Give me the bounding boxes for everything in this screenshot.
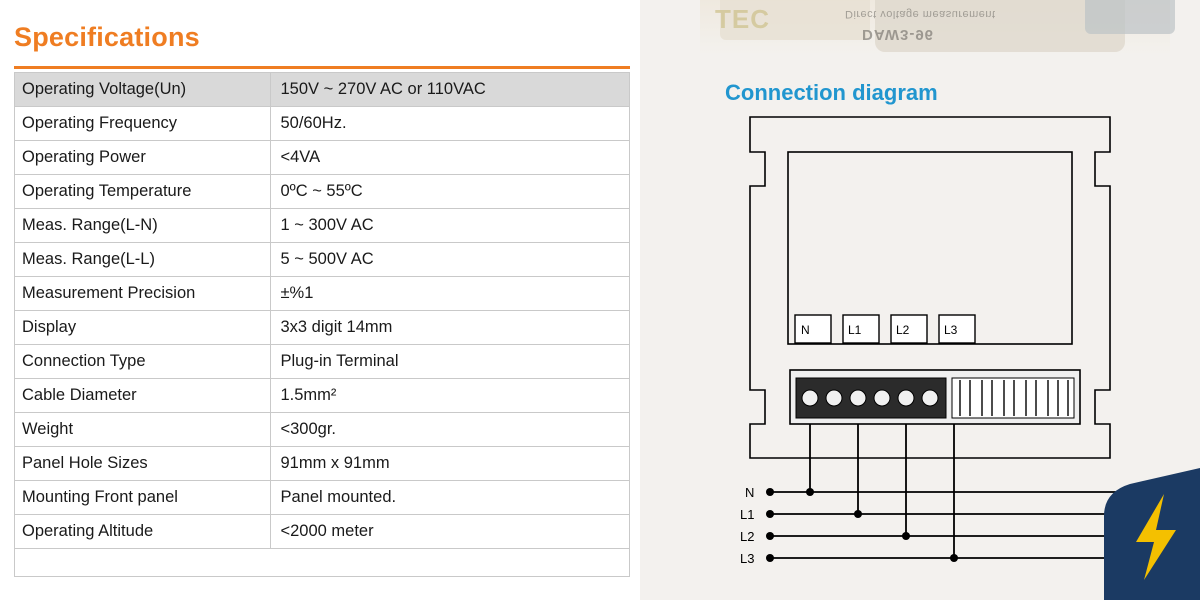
table-row <box>14 481 630 515</box>
spec-value: <2000 meter <box>270 515 630 549</box>
terminal-label-l2: L2 <box>896 323 910 337</box>
photo-brand-text: TEC <box>715 4 770 34</box>
specifications-table <box>14 72 630 549</box>
junction-dots <box>766 488 958 562</box>
spec-value: 3x3 digit 14mm <box>270 311 630 345</box>
spec-key: Operating Power <box>14 141 270 175</box>
junction-dot <box>854 510 862 518</box>
table-row <box>14 447 630 481</box>
junction-dot <box>766 532 774 540</box>
terminal-label-boxes <box>795 315 975 343</box>
photo-caption-text: Direct voltage measurement <box>845 8 996 20</box>
junction-dot <box>766 488 774 496</box>
spec-key: Operating Voltage(Un) <box>14 73 270 107</box>
table-right-border <box>629 72 630 576</box>
table-left-border <box>14 72 15 576</box>
table-row <box>14 413 630 447</box>
spec-key: Operating Frequency <box>14 107 270 141</box>
spec-value: 150V ~ 270V AC or 110VAC <box>270 73 630 107</box>
terminal-screw <box>802 390 818 406</box>
drop-wires <box>810 424 954 558</box>
spec-value: 1 ~ 300V AC <box>270 209 630 243</box>
photo-model-text: DAW3-96 <box>862 26 935 43</box>
spec-value: <300gr. <box>270 413 630 447</box>
spec-key: Connection Type <box>14 345 270 379</box>
table-row <box>14 345 630 379</box>
terminal-label-l1: L1 <box>848 323 862 337</box>
spec-value: 5 ~ 500V AC <box>270 243 630 277</box>
spec-key: Display <box>14 311 270 345</box>
title-divider <box>14 66 630 69</box>
spec-key: Measurement Precision <box>14 277 270 311</box>
brand-logo <box>1068 468 1200 600</box>
page-title: Specifications <box>14 22 200 52</box>
table-row <box>14 515 630 549</box>
diagram-title: Connection diagram <box>725 80 938 105</box>
table-row <box>14 379 630 413</box>
table-bottom-border <box>14 576 630 577</box>
junction-dot <box>766 510 774 518</box>
table-row <box>14 277 630 311</box>
spec-value: <4VA <box>270 141 630 175</box>
table-row <box>14 141 630 175</box>
table-row <box>14 209 630 243</box>
spec-key: Panel Hole Sizes <box>14 447 270 481</box>
spec-key: Cable Diameter <box>14 379 270 413</box>
spec-value: 50/60Hz. <box>270 107 630 141</box>
terminal-label-l3: L3 <box>944 323 958 337</box>
terminal-screw <box>850 390 866 406</box>
line-label-l3: L3 <box>740 551 755 566</box>
specifications-table-body <box>14 73 630 549</box>
line-label-n: N <box>745 485 755 500</box>
table-row <box>14 175 630 209</box>
terminal-screw <box>922 390 938 406</box>
spec-value: Panel mounted. <box>270 481 630 515</box>
table-row <box>14 73 630 107</box>
spec-value: 91mm x 91mm <box>270 447 630 481</box>
terminal-label-n: N <box>801 323 810 337</box>
line-labels <box>740 485 754 566</box>
spec-value: ±%1 <box>270 277 630 311</box>
spec-key: Mounting Front panel <box>14 481 270 515</box>
spec-value: 0ºC ~ 55ºC <box>270 175 630 209</box>
table-row <box>14 107 630 141</box>
spec-key: Meas. Range(L-N) <box>14 209 270 243</box>
table-row <box>14 243 630 277</box>
connection-diagram-panel <box>640 0 1200 600</box>
line-label-l2: L2 <box>740 529 755 544</box>
spec-value: 1.5mm² <box>270 379 630 413</box>
junction-dot <box>766 554 774 562</box>
junction-dot <box>902 532 910 540</box>
junction-dot <box>950 554 958 562</box>
terminal-block <box>790 370 1080 424</box>
spec-key: Operating Temperature <box>14 175 270 209</box>
terminal-screw <box>874 390 890 406</box>
spec-key: Weight <box>14 413 270 447</box>
line-label-l1: L1 <box>740 507 755 522</box>
spec-value: Plug-in Terminal <box>270 345 630 379</box>
junction-dot <box>806 488 814 496</box>
terminal-screw <box>898 390 914 406</box>
table-row <box>14 311 630 345</box>
spec-key: Meas. Range(L-L) <box>14 243 270 277</box>
terminal-screw <box>826 390 842 406</box>
spec-key: Operating Altitude <box>14 515 270 549</box>
